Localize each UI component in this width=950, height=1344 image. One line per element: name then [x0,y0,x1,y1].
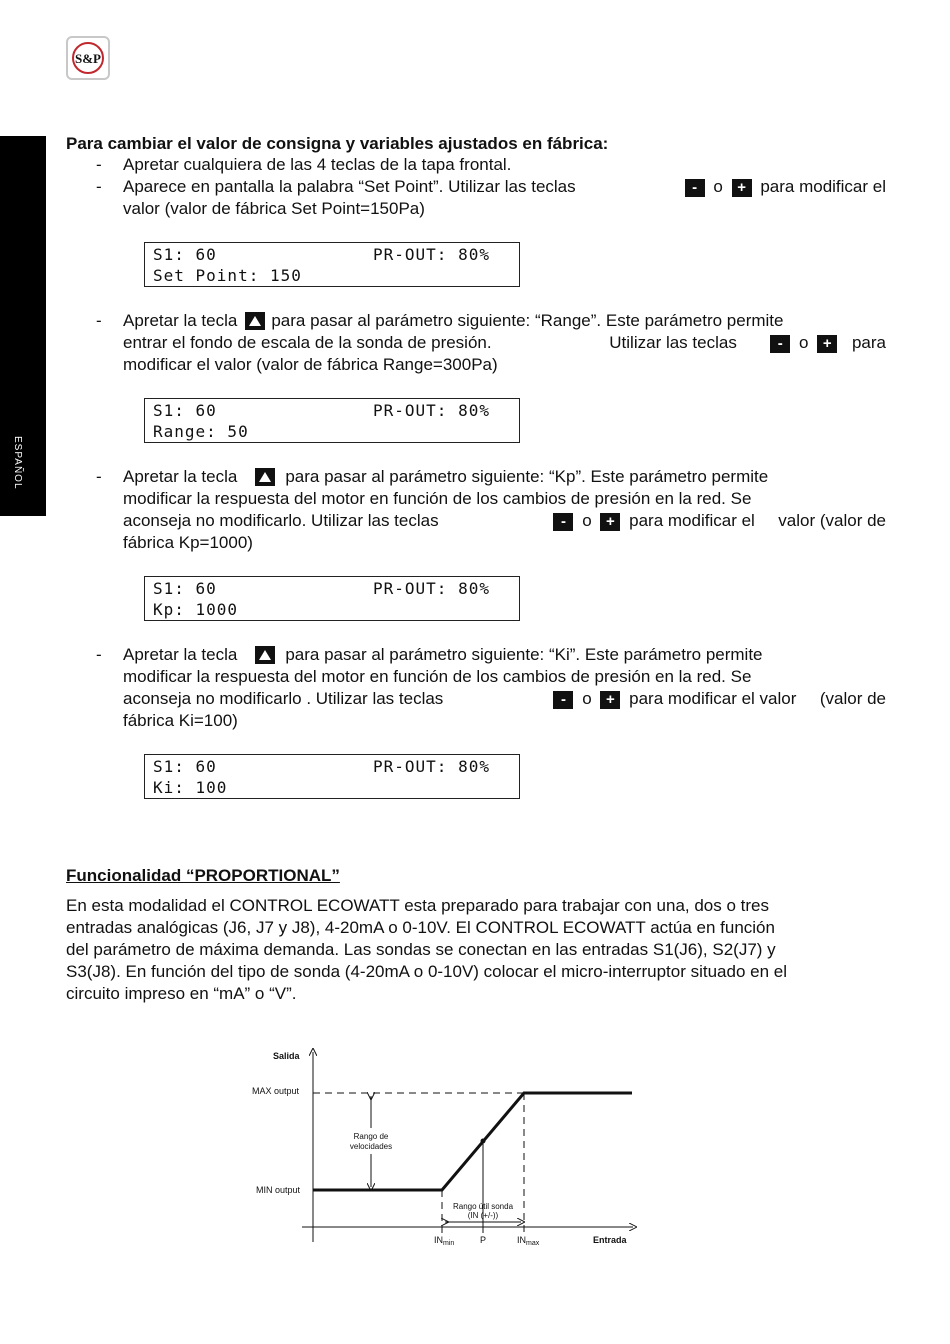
item-text: valor (valor de fábrica Set Point=150Pa) [123,199,425,218]
plus-key-icon: + [732,179,752,197]
item-text: Apretar la tecla [123,311,238,330]
item-text: Utilizar las teclas [609,333,737,352]
paragraph-line: entradas analógicas (J6, J7 y J8), 4-20mA o 0-10V. El CONTROL ECOWATT actúa en función [66,918,775,937]
lcd-s1: S1: 60 [153,757,217,776]
item-text: Apretar cualquiera de las 4 teclas de la tapa frontal. [123,155,512,174]
up-arrow-key-icon [255,468,275,486]
item-text: para pasar al parámetro siguiente: “Range”. Este parámetro permite [271,311,784,330]
lcd-display [144,242,520,287]
up-arrow-key-icon [245,312,265,330]
bullet: - [96,467,102,486]
minus-key-icon: - [553,691,573,709]
plus-key-icon: + [817,335,837,353]
max-output-label: MAX output [252,1086,300,1096]
y-axis-label: Salida [273,1051,300,1061]
paragraph-line: circuito impreso en “mA” o “V”. [66,984,297,1003]
x-axis-label: Entrada [593,1235,627,1245]
language-label: ESPAÑOL [12,436,23,490]
lcd-pr-out: PR-OUT: 80% [373,579,490,598]
lcd-display [144,576,520,621]
item-text: Aparece en pantalla la palabra “Set Point”. Utilizar las teclas [123,177,576,196]
item-text: Apretar la tecla [123,467,238,486]
section-heading: Para cambiar el valor de consigna y variables ajustados en fábrica: [66,134,609,153]
item-text: fábrica Ki=100) [123,711,238,730]
lcd-s1: S1: 60 [153,579,217,598]
item-text: para [851,333,886,352]
item-text: Apretar la tecla [123,645,238,664]
lcd-value: Ki: 100 [153,778,228,797]
speed-range-label: Rango de [353,1132,389,1141]
item-text: para modificar el [629,511,755,530]
item-text: modificar el valor (valor de fábrica Range=300Pa) [123,355,498,374]
item-text: valor (valor de [778,511,886,530]
item-text: para modificar el valor [629,689,797,708]
lcd-s1: S1: 60 [153,401,217,420]
paragraph-line: del parámetro de máxima demanda. Las sondas se conectan en las entradas S1(J6), S2(J7) y [66,940,776,959]
lcd-value: Range: 50 [153,422,249,441]
up-arrow-key-icon [255,646,275,664]
probe-range-label: (IN (+/-)) [467,1211,499,1220]
plus-key-icon: + [600,513,620,531]
item-text: aconseja no modificarlo . Utilizar las teclas [123,689,444,708]
probe-range-label: Rango útil sonda [452,1202,514,1211]
language-side-tab [0,136,46,516]
item-text: entrar el fondo de escala de la sonda de presión. [123,333,492,352]
item-text: modificar la respuesta del motor en función de los cambios de presión en la red. Se [123,667,752,686]
minus-key-icon: - [685,179,705,197]
proportional-heading: Funcionalidad “PROPORTIONAL” [66,866,340,885]
sp-logo [66,36,110,80]
lcd-s1: S1: 60 [153,245,217,264]
bullet: - [96,645,102,664]
or-text: o [799,333,809,352]
in-min-label: $IN_{min}$ [434,1235,455,1247]
item-text: (valor de [819,689,886,708]
or-text: o [582,511,592,530]
lcd-pr-out: PR-OUT: 80% [373,401,490,420]
in-max-label: $IN_{max}$ [517,1235,540,1247]
lcd-display [144,398,520,443]
lcd-pr-out: PR-OUT: 80% [373,757,490,776]
bullet: - [96,311,102,330]
min-output-label: MIN output [256,1185,301,1195]
lcd-value: Set Point: 150 [153,266,302,285]
speed-range-label: velocidades [349,1142,393,1151]
item-text: modificar la respuesta del motor en función de los cambios de presión en la red. Se [123,489,752,508]
item-text: para modificar el [760,177,886,196]
proportional-diagram [240,1040,660,1255]
logo-text: S&P [75,51,101,66]
or-text: o [713,177,723,196]
minus-key-icon: - [553,513,573,531]
lcd-pr-out: PR-OUT: 80% [373,245,490,264]
or-text: o [582,689,592,708]
item-text: para pasar al parámetro siguiente: “Ki”. Este parámetro permite [285,645,763,664]
sp-logo-mark [69,39,107,77]
p-label: P [480,1235,487,1245]
paragraph-line: S3(J8). En función del tipo de sonda (4-20mA o 0-10V) colocar el micro-interruptor situado en el [66,962,787,981]
bullet: - [96,155,102,174]
item-text: aconseja no modificarlo. Utilizar las teclas [123,511,439,530]
lcd-display [144,754,520,799]
minus-key-icon: - [770,335,790,353]
item-text: fábrica Kp=1000) [123,533,253,552]
bullet: - [96,177,102,196]
proportional-paragraph [66,895,884,1005]
lcd-value: Kp: 1000 [153,600,239,619]
plus-key-icon: + [600,691,620,709]
paragraph-line: En esta modalidad el CONTROL ECOWATT esta preparado para trabajar con una, dos o tres [66,896,770,915]
item-text: para pasar al parámetro siguiente: “Kp”. Este parámetro permite [285,467,769,486]
